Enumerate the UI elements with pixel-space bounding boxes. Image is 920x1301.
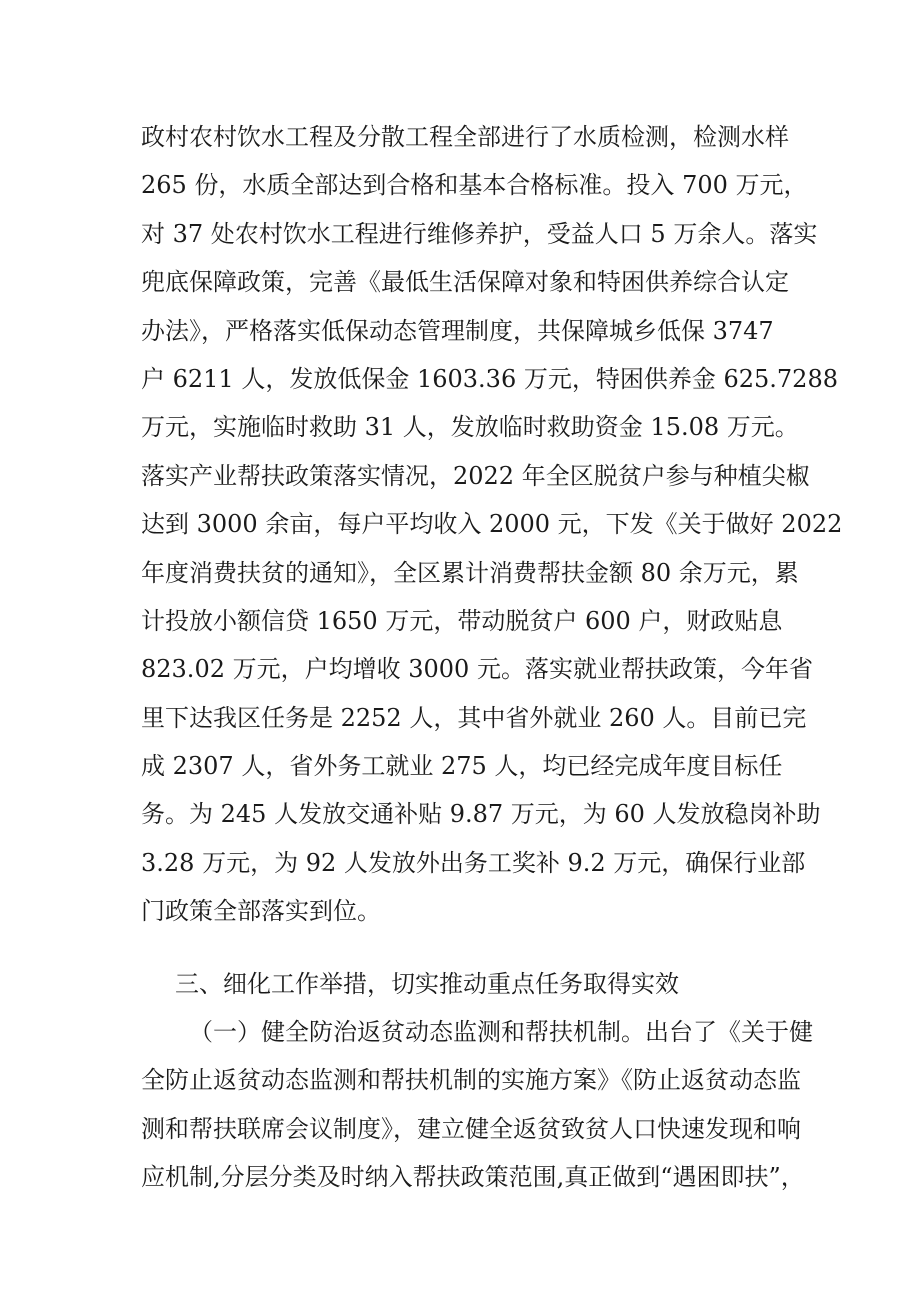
text-line: 对 37 处农村饮水工程进行维修养护，受益人口 5 万余人。落实 bbox=[141, 219, 818, 248]
text-line: （一）健全防治返贫动态监测和帮扶机制。出台了《关于健 bbox=[189, 1018, 813, 1047]
text-line: 测和帮扶联席会议制度》，建立健全返贫致贫人口快速发现和响 bbox=[141, 1114, 801, 1143]
text-line: 万元，实施临时救助 31 人，发放临时救助资金 15.08 万元。 bbox=[141, 413, 799, 442]
text-line: 落实产业帮扶政策落实情况，2022 年全区脱贫户参与种植尖椒 bbox=[141, 461, 810, 490]
body-paragraph-2 bbox=[141, 1008, 813, 1202]
text-line: 年度消费扶贫的通知》，全区累计消费帮扶金额 80 余万元，累 bbox=[141, 558, 799, 587]
text-line: 门政策全部落实到位。 bbox=[141, 897, 381, 926]
text-line: 3.28 万元，为 92 人发放外出务工奖补 9.2 万元，确保行业部 bbox=[141, 848, 806, 877]
section-heading: 三、细化工作举措，切实推动重点任务取得实效 bbox=[175, 969, 679, 998]
text-line: 达到 3000 余亩，每户平均收入 2000 元，下发《关于做好 2022 bbox=[141, 510, 843, 539]
text-line: 里下达我区任务是 2252 人，其中省外就业 260 人。目前已完 bbox=[141, 703, 807, 732]
text-line: 成 2307 人，省外务工就业 275 人，均已经完成年度目标任 bbox=[141, 752, 783, 781]
text-line: 务。为 245 人发放交通补贴 9.87 万元，为 60 人发放稳岗补助 bbox=[141, 800, 821, 829]
text-line: 全防止返贫动态监测和帮扶机制的实施方案》《防止返贫动态监 bbox=[141, 1066, 801, 1095]
document-body bbox=[141, 113, 843, 1202]
text-line: 265 份，水质全部达到合格和基本合格标准。投入 700 万元， bbox=[141, 171, 808, 200]
text-line: 政村农村饮水工程及分散工程全部进行了水质检测，检测水样 bbox=[141, 123, 789, 151]
paragraph-gap bbox=[141, 936, 786, 960]
text-line: 兜底保障政策，完善《最低生活保障对象和特困供养综合认定 bbox=[141, 268, 789, 297]
body-paragraph-1 bbox=[141, 113, 843, 936]
text-line: 823.02 万元，户均增收 3000 元。落实就业帮扶政策，今年省 bbox=[141, 655, 813, 684]
text-line: 计投放小额信贷 1650 万元，带动脱贫户 600 户，财政贴息 bbox=[141, 606, 783, 635]
text-line: 办法》，严格落实低保动态管理制度，共保障城乡低保 3747 bbox=[141, 316, 774, 345]
text-line: 应机制,分层分类及时纳入帮扶政策范围,真正做到“遇困即扶”， bbox=[141, 1163, 805, 1192]
text-line: 户 6211 人，发放低保金 1603.36 万元，特困供养金 625.7288 bbox=[141, 364, 838, 393]
